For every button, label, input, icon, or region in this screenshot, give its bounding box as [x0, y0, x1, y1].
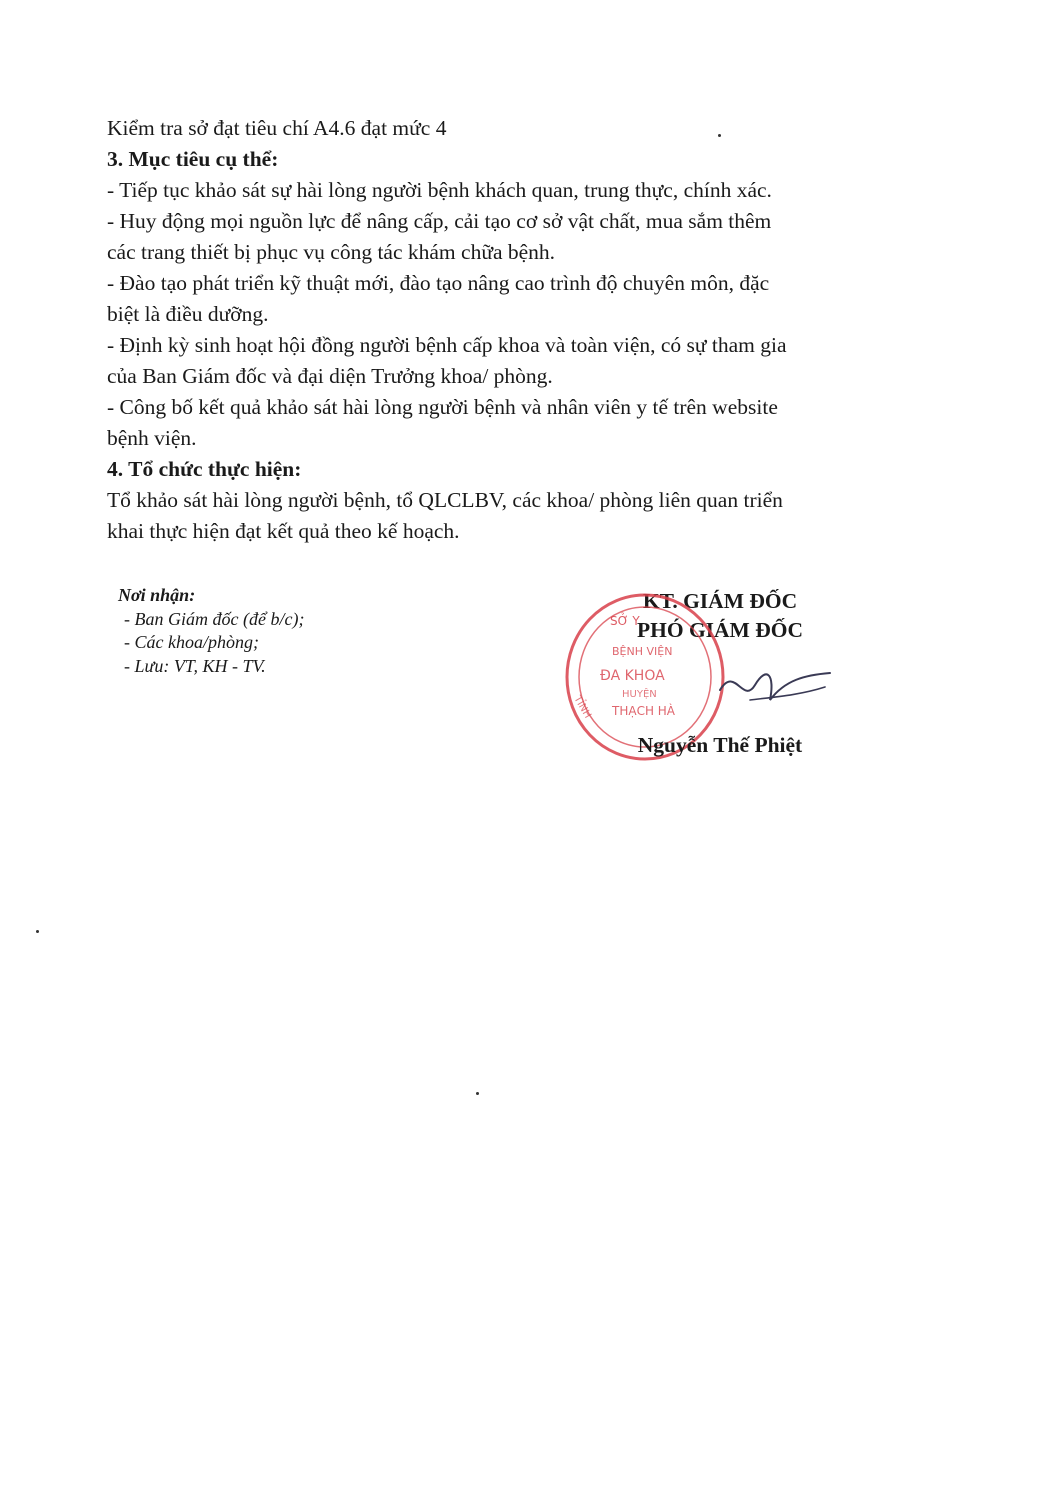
signer-name: Nguyễn Thế Phiệt [637, 733, 803, 757]
handwritten-signature-icon [715, 655, 835, 715]
scan-speck [476, 1092, 479, 1095]
objective-item-4-line-1: - Định kỳ sinh hoạt hội đồng người bệnh cấp khoa và toàn viện, có sự tham gia [107, 333, 787, 357]
scan-speck [36, 930, 39, 933]
recipient-item: - Các khoa/phòng; [124, 632, 259, 652]
objective-item-1: - Tiếp tục khảo sát sự hài lòng người bệnh khách quan, trung thực, chính xác. [107, 178, 772, 202]
objective-item-2-line-2: các trang thiết bị phục vụ công tác khám chữa bệnh. [107, 240, 556, 264]
signer-title-line-2: PHÓ GIÁM ĐỐC [636, 618, 804, 642]
svg-text:SỞ Y: SỞ Y [610, 614, 640, 628]
objective-item-3-line-2: biệt là điều dưỡng. [107, 302, 269, 326]
objective-item-4-line-2: của Ban Giám đốc và đại diện Trưởng khoa/ phòng. [107, 364, 553, 388]
scan-speck [718, 134, 721, 137]
recipient-item: - Lưu: VT, KH - TV. [124, 655, 266, 676]
svg-text:TỈNH: TỈNH [571, 694, 593, 721]
svg-text:BỆNH VIỆN: BỆNH VIỆN [612, 645, 673, 658]
recipients-title: Nơi nhận: [118, 585, 196, 605]
svg-text:THẠCH HÀ: THẠCH HÀ [612, 704, 676, 718]
organization-line-2: khai thực hiện đạt kết quả theo kế hoạch. [107, 519, 460, 543]
objective-item-5-line-2: bệnh viện. [107, 426, 197, 450]
recipients-block [118, 584, 304, 678]
organization-line-1: Tổ khảo sát hài lòng người bệnh, tổ QLCLBV, các khoa/ phòng liên quan triển [107, 488, 783, 512]
svg-text:HUYỆN: HUYỆN [622, 689, 657, 700]
objective-item-2-line-1: - Huy động mọi nguồn lực để nâng cấp, cải tạo cơ sở vật chất, mua sắm thêm [107, 209, 772, 233]
svg-text:ĐA KHOA: ĐA KHOA [600, 668, 665, 684]
signature-block [560, 585, 880, 785]
signer-title-line-1: KT. GIÁM ĐỐC [642, 589, 798, 613]
recipient-item: - Ban Giám đốc (để b/c); [124, 608, 305, 629]
section-3-heading: 3. Mục tiêu cụ thể: [107, 147, 279, 171]
section-4-heading: 4. Tổ chức thực hiện: [107, 457, 302, 481]
criterion-line: Kiểm tra sở đạt tiêu chí A4.6 đạt mức 4 [107, 116, 447, 140]
document-body [107, 113, 927, 547]
objective-item-3-line-1: - Đào tạo phát triển kỹ thuật mới, đào tạo nâng cao trình độ chuyên môn, đặc [107, 271, 770, 295]
objective-item-5-line-1: - Công bố kết quả khảo sát hài lòng người bệnh và nhân viên y tế trên website [107, 395, 778, 419]
